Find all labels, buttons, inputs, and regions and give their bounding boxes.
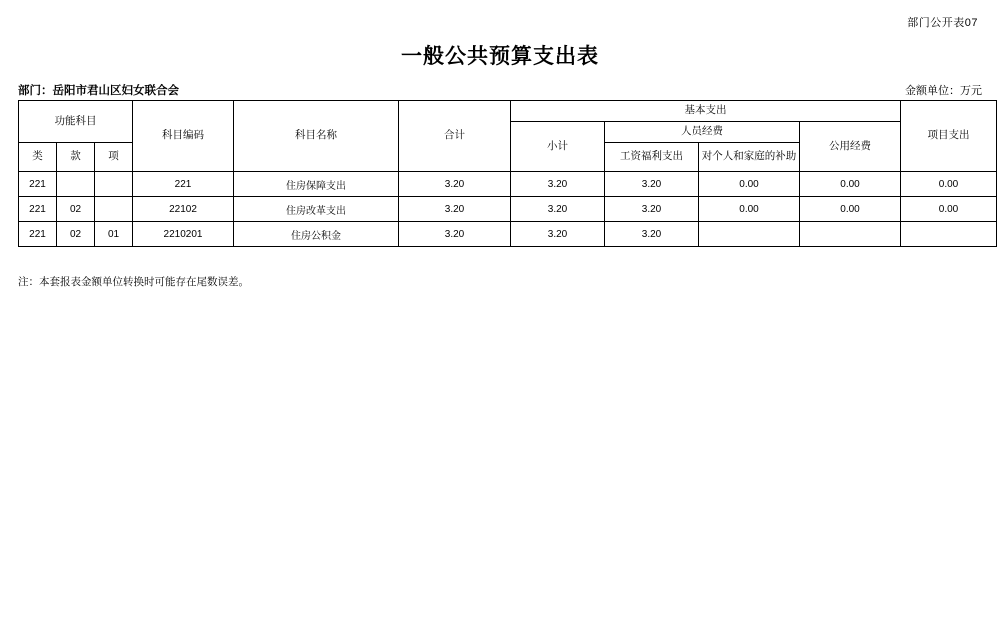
cell-kuan: 02: [57, 197, 95, 222]
header-subtotal: 小计: [511, 122, 605, 172]
header-personnel-expense: 人员经费: [605, 122, 800, 143]
cell-public-expense: 0.00: [800, 197, 901, 222]
cell-subject-name: 住房公积金: [234, 222, 399, 247]
table-row: [19, 222, 997, 247]
header-kuan: 款: [57, 143, 95, 172]
cell-total: 3.20: [399, 197, 511, 222]
cell-subject-code: 221: [133, 172, 234, 197]
cell-subtotal: 3.20: [511, 222, 605, 247]
header-class: 类: [19, 143, 57, 172]
cell-public-expense: 0.00: [800, 172, 901, 197]
amount-unit-label: 金额单位：万元: [905, 85, 982, 97]
cell-xiang: [95, 197, 133, 222]
department-label: 部门：岳阳市君山区妇女联合会: [18, 85, 179, 97]
cell-subject-name: 住房改革支出: [234, 197, 399, 222]
cell-subsidy: 0.00: [699, 172, 800, 197]
cell-total: 3.20: [399, 222, 511, 247]
cell-subtotal: 3.20: [511, 172, 605, 197]
form-code-label: 部门公开表07: [907, 17, 978, 29]
cell-class: 221: [19, 197, 57, 222]
meta-row: [18, 82, 982, 98]
header-subsidy-individual-family: 对个人和家庭的补助: [699, 143, 800, 172]
header-basic-expenditure: 基本支出: [511, 101, 901, 122]
header-xiang: 项: [95, 143, 133, 172]
cell-salary-welfare: 3.20: [605, 197, 699, 222]
header-subject-name: 科目名称: [234, 101, 399, 172]
header-subject-code: 科目编码: [133, 101, 234, 172]
cell-project: 0.00: [901, 172, 997, 197]
cell-public-expense: [800, 222, 901, 247]
cell-total: 3.20: [399, 172, 511, 197]
cell-salary-welfare: 3.20: [605, 222, 699, 247]
header-salary-welfare: 工资福利支出: [605, 143, 699, 172]
cell-subsidy: [699, 222, 800, 247]
cell-subject-code: 22102: [133, 197, 234, 222]
budget-expenditure-table: [18, 100, 997, 247]
cell-project: 0.00: [901, 197, 997, 222]
cell-project: [901, 222, 997, 247]
cell-class: 221: [19, 222, 57, 247]
cell-xiang: [95, 172, 133, 197]
cell-salary-welfare: 3.20: [605, 172, 699, 197]
header-public-expense: 公用经费: [800, 122, 901, 172]
cell-class: 221: [19, 172, 57, 197]
table-row: [19, 197, 997, 222]
footnote: 注：本套报表金额单位转换时可能存在尾数误差。: [18, 276, 249, 288]
cell-subtotal: 3.20: [511, 197, 605, 222]
header-project-expenditure: 项目支出: [901, 101, 997, 172]
page-title: 一般公共预算支出表: [401, 45, 599, 68]
cell-kuan: [57, 172, 95, 197]
cell-subject-name: 住房保障支出: [234, 172, 399, 197]
cell-subsidy: 0.00: [699, 197, 800, 222]
cell-subject-code: 2210201: [133, 222, 234, 247]
cell-kuan: 02: [57, 222, 95, 247]
header-function-subject: 功能科目: [19, 101, 133, 143]
table-row: [19, 172, 997, 197]
header-total: 合计: [399, 101, 511, 172]
cell-xiang: 01: [95, 222, 133, 247]
